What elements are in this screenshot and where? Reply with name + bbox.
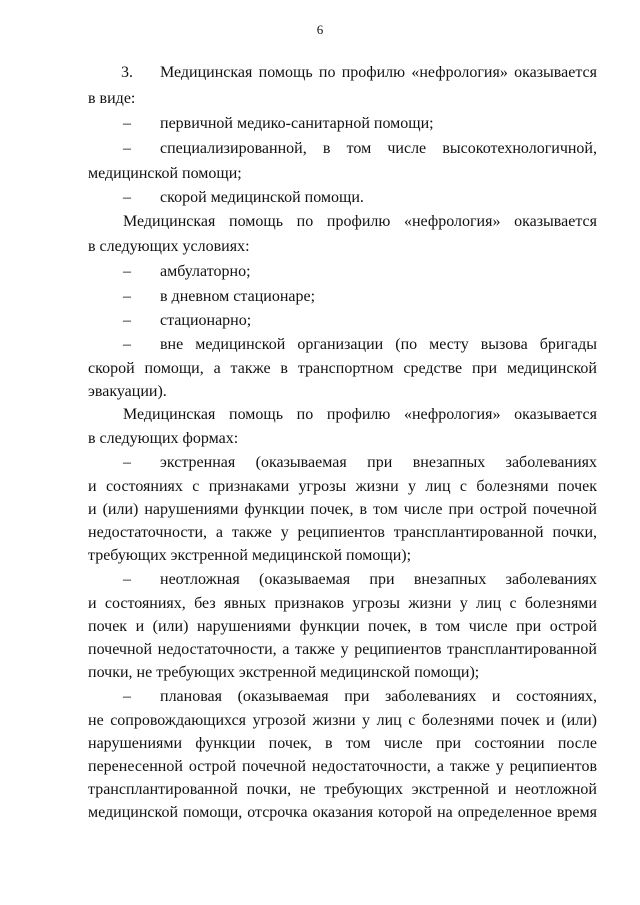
bullet-dash: – (123, 115, 131, 132)
condition-item-outpatient: амбулаторно; (160, 263, 251, 280)
form-urgent-line-2: и состояниях, без явных признаков угрозы жизни у лиц с болезнями (88, 595, 597, 612)
form-emergency-line-3: и (или) нарушениями функции почек, в том числе при острой почечной (88, 501, 597, 518)
form-emergency-line-1: экстренная (оказываемая при внезапных заболеваниях (160, 454, 597, 471)
form-planned-line-5: трансплантированной почки, не требующих экстренной и неотложной (88, 781, 597, 798)
condition-item-outside-line-3: эвакуации). (88, 383, 167, 400)
form-planned-line-3: нарушениями функции почек, в том числе при состоянии после (88, 735, 597, 752)
bullet-dash: – (123, 454, 131, 471)
form-planned-line-6: медицинской помощи, отсрочка оказания которой на определенное время (88, 804, 597, 821)
bullet-dash: – (123, 140, 131, 157)
condition-item-inpatient: стационарно; (160, 312, 252, 329)
forms-intro-line-1: Медицинская помощь по профилю «нефрология» оказывается (123, 406, 597, 423)
condition-item-day-hospital: в дневном стационаре; (160, 288, 316, 305)
form-planned-line-1: плановая (оказываемая при заболеваниях и состояниях, (160, 688, 597, 705)
kind-item-specialized-line-2: медицинской помощи; (88, 165, 242, 182)
conditions-intro-line-2: в следующих условиях: (88, 238, 250, 255)
bullet-dash: – (123, 336, 131, 353)
form-urgent-line-1: неотложная (оказываемая при внезапных заболеваниях (160, 571, 597, 588)
forms-intro-line-2: в следующих формах: (88, 430, 239, 447)
section-intro-line-2: в виде: (88, 90, 136, 107)
section-number: 3. (121, 64, 133, 81)
form-emergency-line-4: недостаточности, а также у реципиентов трансплантированной почки, (88, 524, 597, 541)
form-emergency-line-2: и состояниях с признаками угрозы жизни у лиц с болезнями почек (88, 478, 597, 495)
form-planned-line-4: перенесенной острой почечной недостаточности, а также у реципиентов (88, 758, 597, 775)
kind-item-specialized-line-1: специализированной, в том числе высокотехнологичной, (160, 140, 597, 157)
form-urgent-line-3: почек и (или) нарушениями функции почек, в том числе при острой (88, 618, 597, 635)
condition-item-outside-line-1: вне медицинской организации (по месту вызова бригады (160, 336, 597, 353)
bullet-dash: – (123, 263, 131, 280)
kind-item-emergency: скорой медицинской помощи. (160, 189, 364, 206)
form-urgent-line-5: почки, не требующих экстренной медицинской помощи); (88, 664, 480, 681)
condition-item-outside-line-2: скорой помощи, а также в транспортном средстве при медицинской (88, 360, 597, 377)
conditions-intro-line-1: Медицинская помощь по профилю «нефрология» оказывается (123, 213, 597, 230)
bullet-dash: – (123, 571, 131, 588)
bullet-dash: – (123, 312, 131, 329)
bullet-dash: – (123, 189, 131, 206)
form-urgent-line-4: почечной недостаточности, а также у реципиентов трансплантированной (88, 641, 597, 658)
bullet-dash: – (123, 288, 131, 305)
kind-item-primary: первичной медико-санитарной помощи; (160, 115, 434, 132)
section-intro-line-1: Медицинская помощь по профилю «нефрология» оказывается (160, 64, 597, 81)
page-number: 6 (316, 22, 324, 37)
form-planned-line-2: не сопровождающихся угрозой жизни у лиц с болезнями почек и (или) (88, 712, 597, 729)
form-emergency-line-5: требующих экстренной медицинской помощи); (88, 547, 412, 564)
bullet-dash: – (123, 688, 131, 705)
